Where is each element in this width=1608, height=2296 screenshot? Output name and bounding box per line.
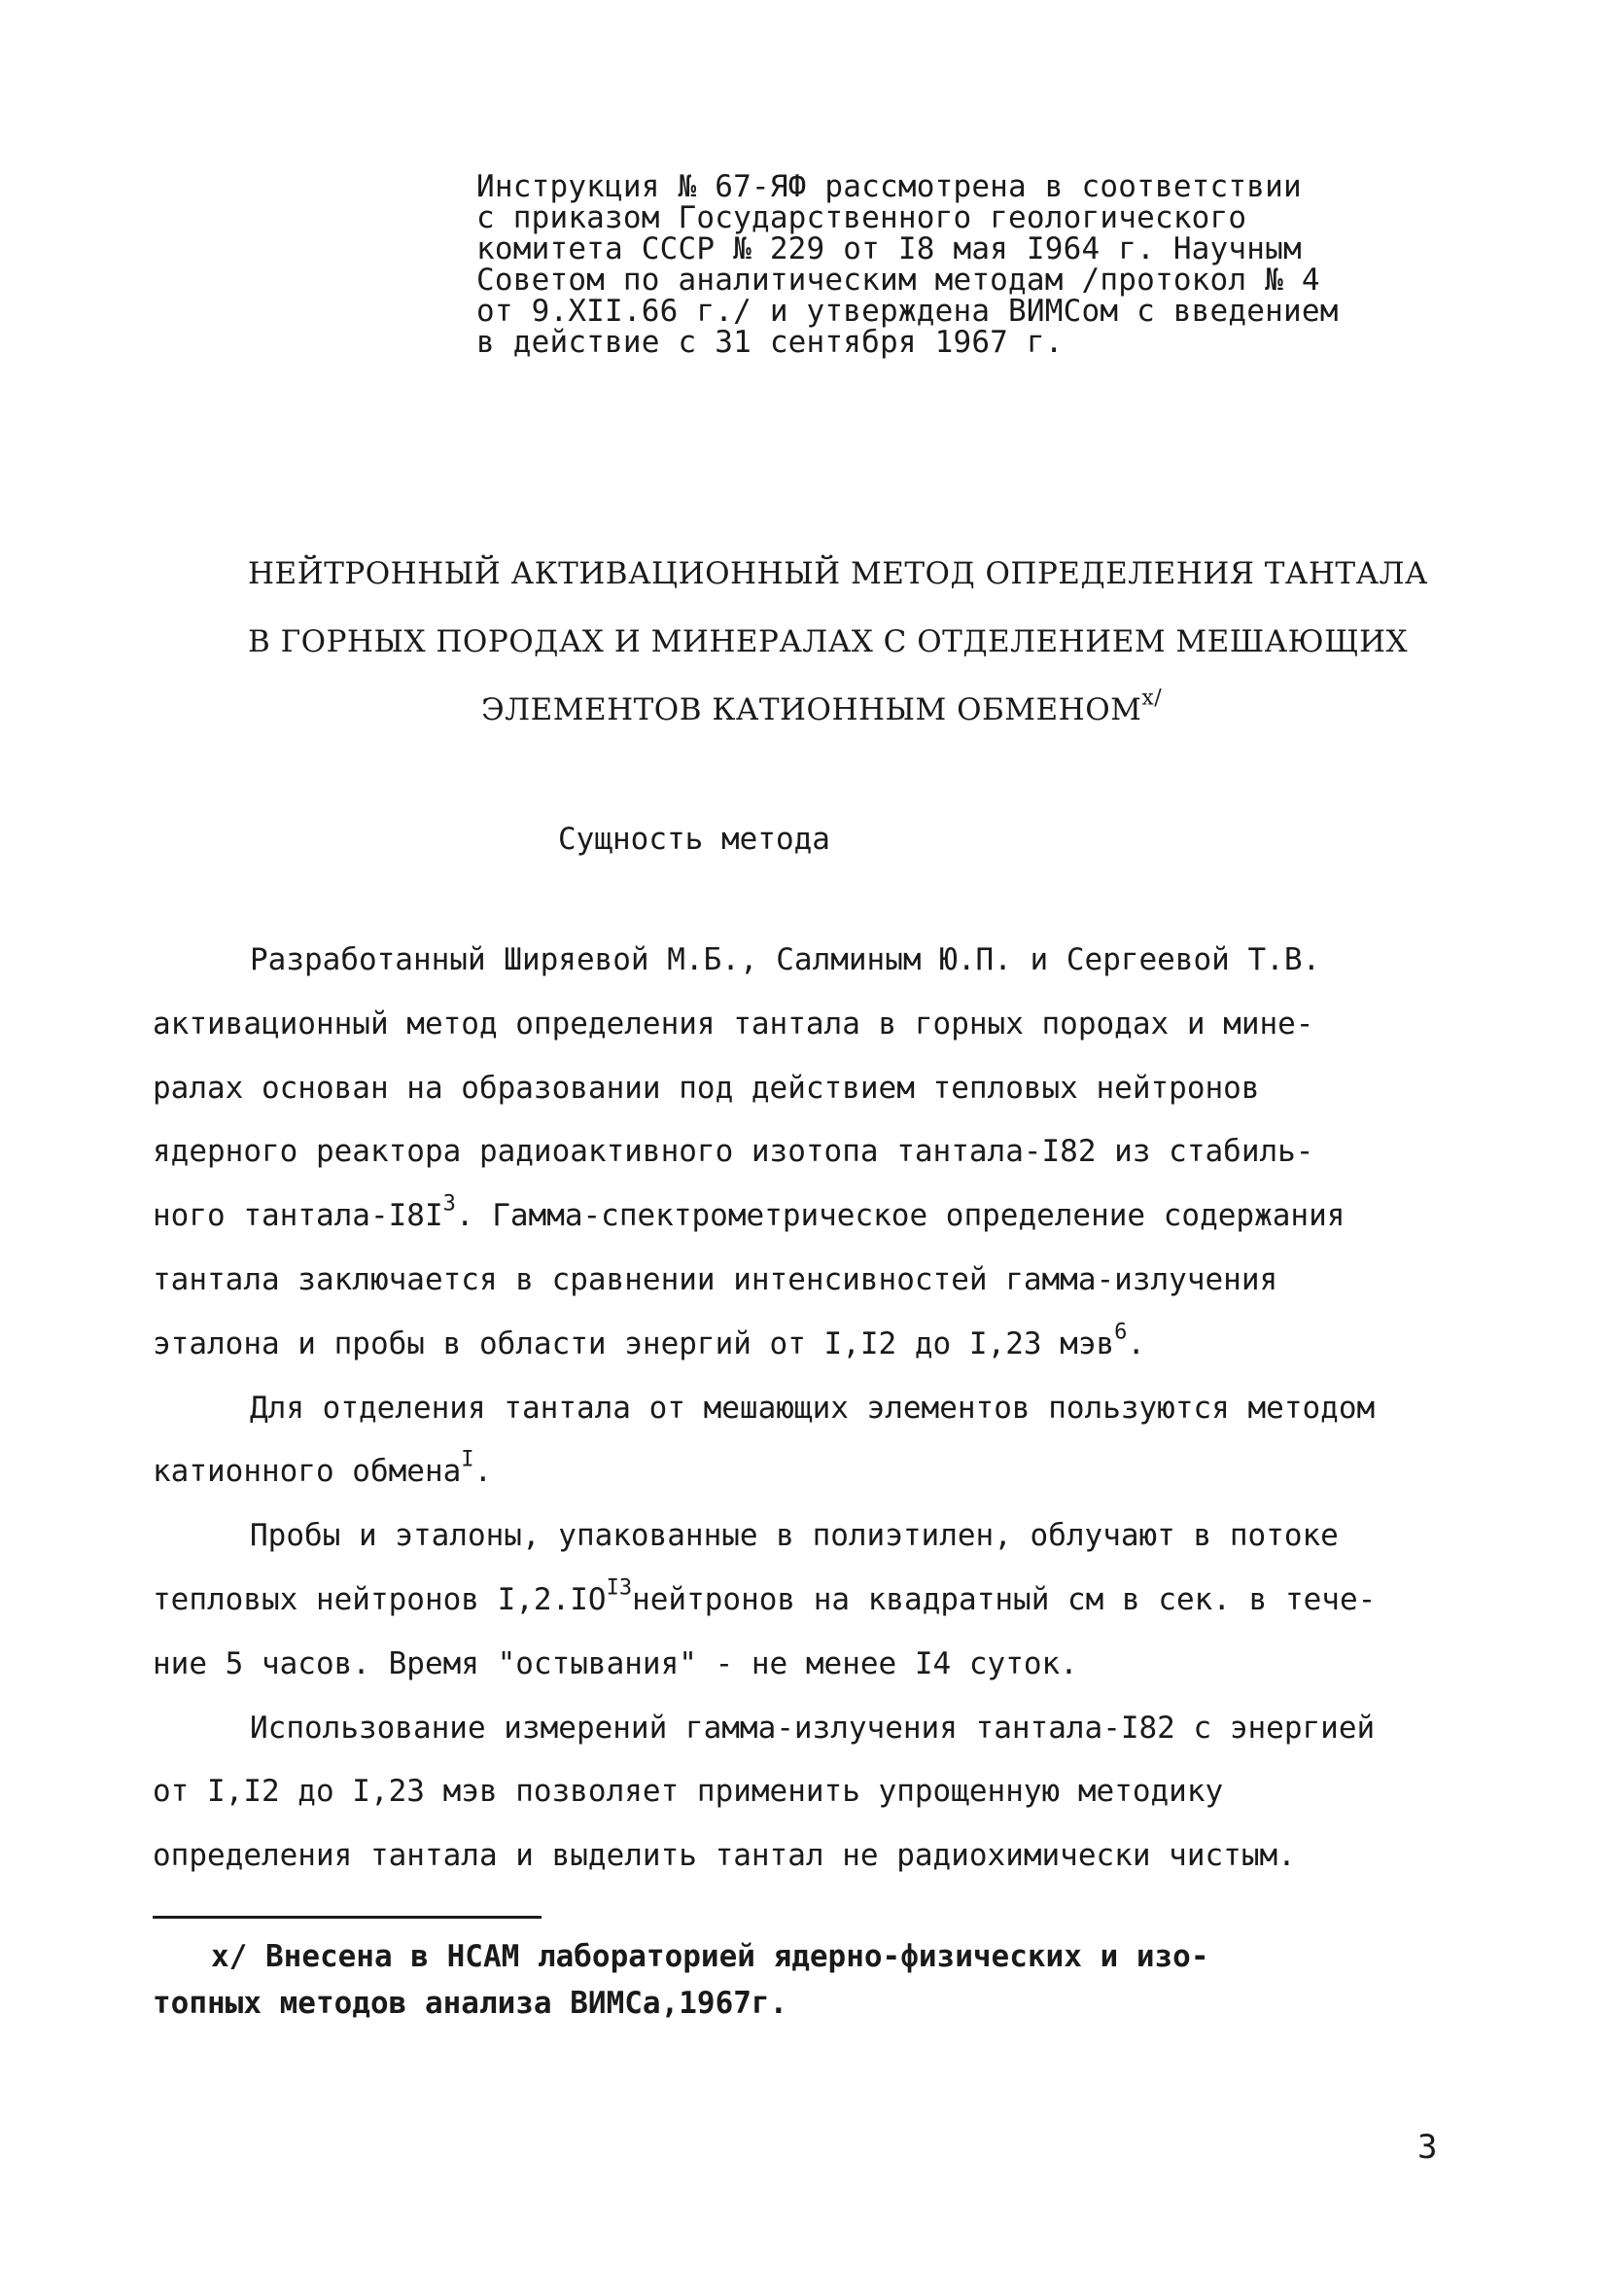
paragraph-line: ядерного реактора радиоактивного изотопа тантала-I82 из стабиль- xyxy=(153,1134,1314,1170)
paragraph-line: тантала заключается в сравнении интенсивностей гамма-излучения xyxy=(153,1261,1278,1297)
footnote-line: топных методов анализа ВИМСа,1967г. xyxy=(153,1986,788,2021)
document-title xyxy=(0,540,1608,744)
footnote-marker: x/ xyxy=(1141,686,1163,711)
body-text xyxy=(153,929,1514,1889)
reference-superscript: 3 xyxy=(442,1191,456,1217)
text-run: . Гамма-спектрометрическое определение содержания xyxy=(455,1198,1346,1234)
paragraph-line: ралах основан на образовании под действием тепловых нейтронов xyxy=(153,1070,1260,1106)
paragraph-line: активационный метод определения тантала в горных породах и мине- xyxy=(153,1006,1314,1042)
paragraph-line xyxy=(153,1569,1514,1633)
text-run: катионного обмена xyxy=(153,1454,462,1490)
paragraph-line: ние 5 часов. Время "остывания" - не менее I4 суток. xyxy=(153,1645,1078,1681)
reference-superscript: I xyxy=(461,1447,474,1472)
footnote-line: x/ Внесена в НСАМ лабораторией ядерно-физических и изо- xyxy=(211,1939,1209,1974)
paragraph-line: Пробы и эталоны, упакованные в полиэтилен, облучают в потоке xyxy=(250,1518,1339,1554)
text-run: тепловых нейтронов I,2.IO xyxy=(153,1581,607,1617)
paragraph-line: Для отделения тантала от мешающих элементов пользуются методом xyxy=(250,1390,1376,1426)
paragraph-line: определения тантала и выделить тантал не радиохимически чистым. xyxy=(153,1838,1296,1874)
paragraph-line xyxy=(153,1313,1514,1377)
section-heading: Сущность метода xyxy=(558,822,830,857)
approval-note xyxy=(476,171,1400,358)
approval-line: Инструкция № 67-ЯФ рассмотрена в соответствии xyxy=(476,169,1302,204)
footnote-divider xyxy=(153,1916,542,1919)
approval-line: комитета СССР № 229 от I8 мая I964 г. Научным xyxy=(476,231,1302,266)
exponent-superscript: I3 xyxy=(606,1575,633,1601)
approval-line: с приказом Государственного геологического xyxy=(476,200,1247,235)
approval-line: Советом по аналитическим методам /протокол № 4 xyxy=(476,263,1320,298)
title-line-text: ЭЛЕМЕНТОВ КАТИОННЫМ ОБМЕНОМ xyxy=(481,692,1142,727)
paragraph-line xyxy=(153,1440,1514,1504)
text-run: ного тантала-I8I xyxy=(153,1198,443,1234)
text-run: . xyxy=(473,1454,493,1490)
paragraph-line: Использование измерений гамма-излучения тантала-I82 с энергией xyxy=(250,1710,1376,1746)
text-run: . xyxy=(1127,1325,1146,1361)
title-line: В ГОРНЫХ ПОРОДАХ И МИНЕРАЛАХ С ОТДЕЛЕНИЕМ МЕШАЮЩИХ xyxy=(248,624,1409,659)
approval-line: в действие с 31 сентября 1967 г. xyxy=(476,325,1064,360)
title-line xyxy=(0,676,1608,744)
title-line: НЕЙТРОННЫЙ АКТИВАЦИОННЫЙ МЕТОД ОПРЕДЕЛЕНИЯ ТАНТАЛА xyxy=(248,556,1428,591)
approval-line: от 9.XII.66 г./ и утверждена ВИМСом с введением xyxy=(476,294,1339,329)
reference-superscript: 6 xyxy=(1114,1320,1128,1345)
paragraph-line: Разработанный Ширяевой М.Б., Салминым Ю.П. и Сергеевой Т.В. xyxy=(250,942,1321,977)
text-run: нейтронов на квадратный см в сек. в тече- xyxy=(632,1581,1377,1617)
page-number: 3 xyxy=(1417,2128,1438,2167)
paragraph-line xyxy=(153,1184,1514,1249)
paragraph-line: от I,I2 до I,23 мэв позволяет применить упрощенную методику xyxy=(153,1774,1224,1810)
text-run: эталона и пробы в области энергий от I,I2 до I,23 мэв xyxy=(153,1325,1115,1361)
footnote xyxy=(153,1933,1416,2027)
